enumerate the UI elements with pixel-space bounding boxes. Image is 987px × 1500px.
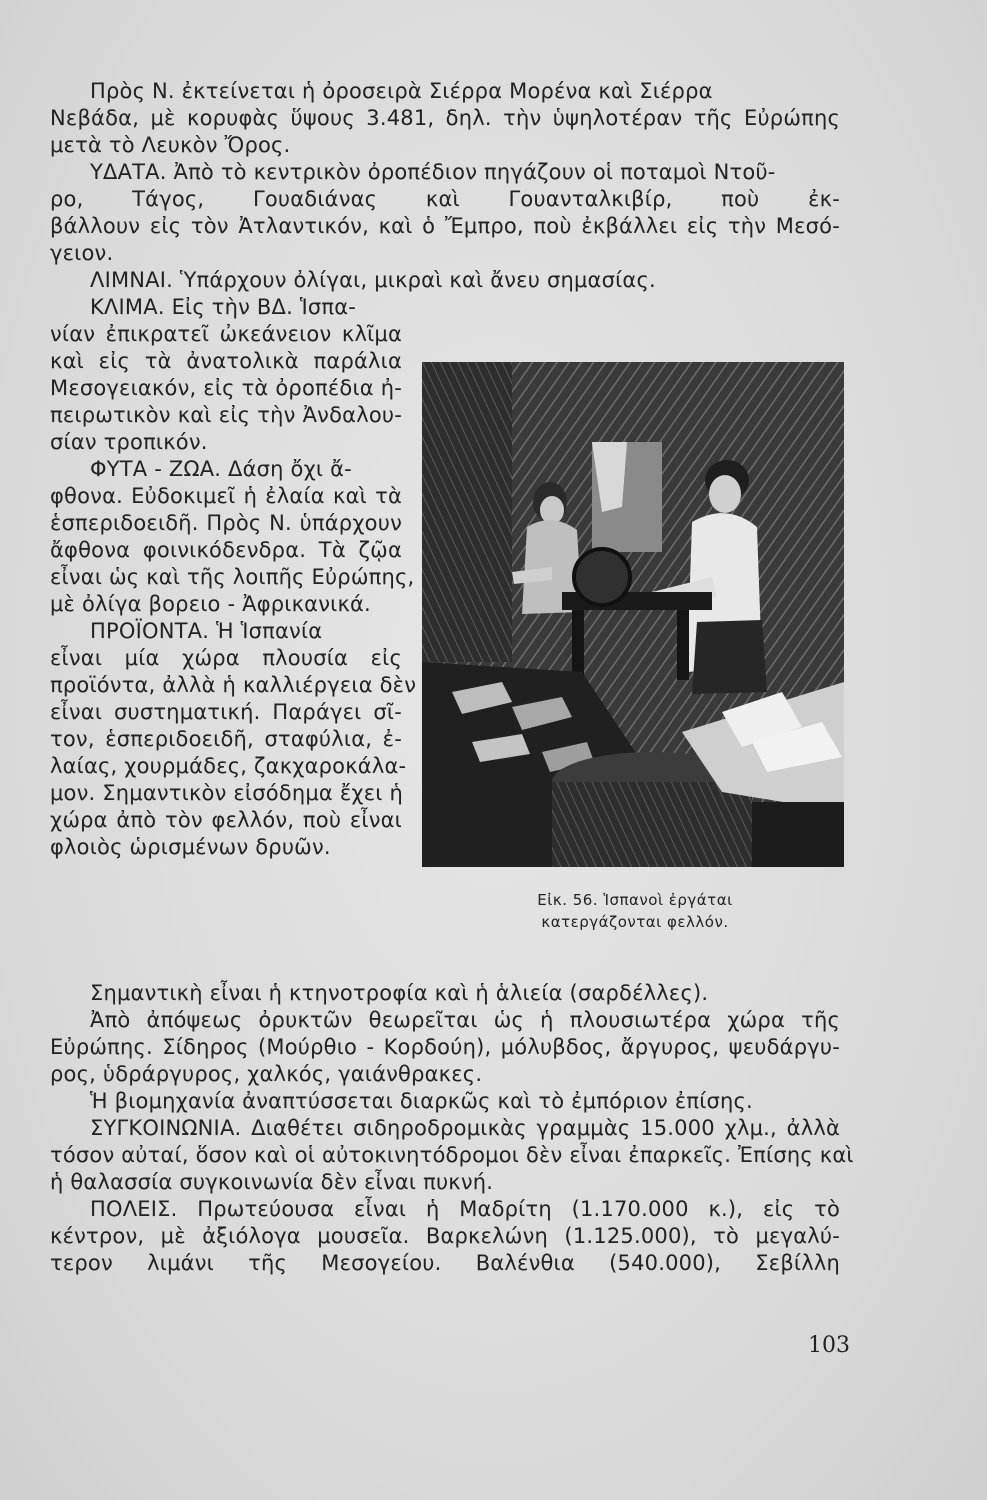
text-line: τον, ἑσπεριδοειδῆ, σταφύλια, ἐ- (50, 727, 402, 751)
text-line: Νεβάδα, μὲ κορυφὰς ὕψους 3.481, δηλ. τὴν ὑψηλοτέραν τῆς Εὐρώπης (50, 106, 840, 130)
text-line: ΦΥΤΑ - ΖΩΑ. Δάση ὄχι ἄ- (90, 457, 352, 481)
page-number: 103 (808, 1333, 850, 1358)
text-line: ἡ θαλασσία συγκοινωνία δὲν εἶναι πυκνή. (50, 1170, 494, 1194)
figure-caption-line2: κατεργάζονται φελλόν. (541, 913, 729, 931)
text-line: μὲ ὀλίγα βορειο - Ἀφρικανικά. (50, 592, 371, 616)
text-line: εἶναι ὡς καὶ τῆς λοιπῆς Εὐρώπης, (50, 565, 415, 589)
text-line: φθονα. Εὐδοκιμεῖ ἡ ἐλαία καὶ τὰ (50, 484, 402, 508)
text-line: τόσον αὐταί, ὅσον καὶ οἱ αὐτοκινητόδρομοι δὲν εἶναι ἐπαρκεῖς. Ἐπίσης καὶ (50, 1143, 854, 1167)
text-line: Εὐρώπης. Σίδηρος (Μούρθιο - Κορδούη), μόλυβδος, ἄργυρος, ψευδάργυ- (50, 1035, 840, 1059)
text-line: μον. Σημαντικὸν εἰσόδημα ἔχει ἡ (50, 781, 403, 805)
text-line: καὶ εἰς τὰ ἀνατολικὰ παράλια (50, 349, 402, 373)
figure-caption-line1: Εἰκ. 56. Ἱσπανοὶ ἐργάται (537, 891, 733, 909)
text-line: φλοιὸς ὡρισμένων δρυῶν. (50, 835, 331, 859)
text-line: γειον. (50, 241, 114, 265)
text-line: Σημαντικὴ εἶναι ἡ κτηνοτροφία καὶ ἡ ἁλιεία (σαρδέλλες). (90, 981, 709, 1005)
text-line: εἶναι μία χώρα πλουσία εἰς (50, 646, 402, 670)
text-line: Πρὸς Ν. ἐκτείνεται ἡ ὀροσειρὰ Σιέρρα Μορένα καὶ Σιέρρα (90, 79, 713, 103)
text-line: μετὰ τὸ Λευκὸν Ὄρος. (50, 133, 291, 157)
photo-cork-workers (422, 362, 844, 867)
text-line: Ἀπὸ ἀπόψεως ὀρυκτῶν θεωρεῖται ὡς ἡ πλουσιωτέρα χώρα τῆς (90, 1008, 840, 1032)
text-line: προϊόντα, ἀλλὰ ἡ καλλιέργεια δὲν (50, 673, 417, 697)
text-line: ΚΛΙΜΑ. Εἰς τὴν ΒΔ. Ἱσπα- (90, 295, 357, 319)
text-line: εἶναι συστηματική. Παράγει σῖ- (50, 700, 402, 724)
text-line: ρο, Τάγος, Γουαδιάνας καὶ Γουανταλκιβίρ, ποὺ ἐκ- (50, 187, 840, 211)
text-line: ΛΙΜΝΑΙ. Ὑπάρχουν ὀλίγαι, μικραὶ καὶ ἄνευ σημασίας. (90, 268, 656, 292)
text-line: τερον λιμάνι τῆς Μεσογείου. Βαλένθια (540.000), Σεβίλλη (50, 1251, 840, 1275)
text-line: ΠΟΛΕΙΣ. Πρωτεύουσα εἶναι ἡ Μαδρίτη (1.170.000 κ.), εἰς τὸ (90, 1197, 840, 1221)
text-line: βάλλουν εἰς τὸν Ἀτλαντικόν, καὶ ὁ Ἔμπρο, ποὺ ἐκβάλλει εἰς τὴν Μεσό- (50, 214, 840, 238)
text-line: κέντρον, μὲ ἀξιόλογα μουσεῖα. Βαρκελώνη (1.125.000), τὸ μεγαλύ- (50, 1224, 840, 1248)
text-line: Ἡ βιομηχανία ἀναπτύσσεται διαρκῶς καὶ τὸ ἐμπόριον ἐπίσης. (90, 1089, 753, 1113)
text-line: ρος, ὑδράργυρος, χαλκός, γαιάνθρακες. (50, 1062, 483, 1086)
text-line: Μεσογειακόν, εἰς τὰ ὀροπέδια ἠ- (50, 376, 402, 400)
text-line: πειρωτικὸν καὶ εἰς τὴν Ἀνδαλου- (50, 403, 402, 427)
text-line: ἑσπεριδοειδῆ. Πρὸς Ν. ὑπάρχουν (50, 511, 402, 535)
text-line: νίαν ἐπικρατεῖ ὠκεάνειον κλῖμα (50, 322, 402, 346)
photo-illustration (422, 362, 844, 867)
text-line: σίαν τροπικόν. (50, 430, 208, 454)
text-line: λαίας, χουρμάδες, ζακχαροκάλα- (50, 754, 407, 778)
text-line: ΠΡΟΪΟΝΤΑ. Ἡ Ἱσπανία (90, 619, 323, 643)
text-line: ἄφθονα φοινικόδενδρα. Τὰ ζῷα (50, 538, 402, 562)
text-line: χώρα ἀπὸ τὸν φελλόν, ποὺ εἶναι (50, 808, 402, 832)
text-line: ΣΥΓΚΟΙΝΩΝΙΑ. Διαθέτει σιδηροδρομικὰς γραμμὰς 15.000 χλμ., ἀλλὰ (90, 1116, 840, 1140)
text-line: ΥΔΑΤΑ. Ἀπὸ τὸ κεντρικὸν ὀροπέδιον πηγάζουν οἱ ποταμοὶ Ντοῦ- (90, 160, 776, 184)
